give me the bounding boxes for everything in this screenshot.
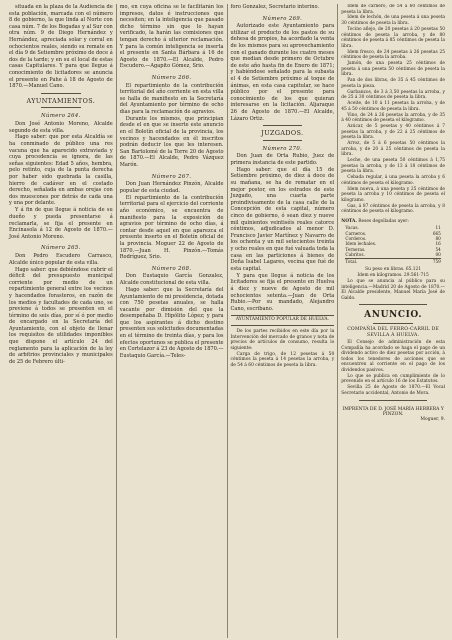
anuncio-paragraph: Lo que se publica en cumplimiento de lo prevenido en el artículo 16 de los Estatutos. — [341, 373, 445, 385]
notice-paragraph: El repartimiento de la contribución territorial para el ejercicio del corriente año económico, se encuentra de manifiesto para la exposición de agravios por término de ocho días, á contar desde aquel en que aparezca el presente inserto en el Boletín oficial de la provincia. Moguer 22 de Agosto de 1870.—Juan H. Pinzón.—Tomás Rodríguez, Srio. — [119, 194, 224, 261]
price-list — [341, 4, 445, 215]
price-line: Jamón, de una peseta 25 céntimos de peseta á una peseta 50 céntimos de peseta la libra. — [341, 61, 445, 78]
section-heading-ayuntamientos: AYUNTAMIENTOS. — [26, 96, 96, 105]
price-line: Vino, de 24 á 26 pesetas la arroba, y de 35 á 40 céntimos de peseta el kilogramo. — [341, 112, 445, 124]
price-line: Aceite, de 10 á 11 pesetas la arroba, y de 45 á 50 céntimos de peseta la libra. — [341, 101, 445, 112]
notice-paragraph: Hago saber: que debiéndose cubrir el déficit del presupuesto municipal corriente por medio de un repartimiento general entre los vecinos y hacendados forasteros, en razón de los medios y facultades de cada uno, se previene á todos se presenten en el término de seis días, por sí ó por medio de encargado en la Secretaría del Ayuntamiento, con el objeto de llenar los requisitos de utilidades imponibles que dispone el artículo 24 del reglamento para la aplicación de la ley de arbitrios provinciales y municipales de 25 de Febrero últi- — [9, 266, 113, 365]
anuncio-paragraph: El Consejo de administración de esta Compañía ha acordado se haga el pago de un dividendo activo de diez pesetas por acción, á todos los tenedores de acciones que se encuentren al corriente en el pago de los dividendos pasivos. — [341, 340, 445, 373]
column-4 — [337, 4, 448, 638]
price-line: Tocino añejo, de 20 pesetas á 20 pesetas 50 céntimos de peseta la arroba, y de 80 céntimos de peseta á 85 céntimos de peseta la libra. — [341, 26, 445, 49]
paragraph-continuation: mo, en cuya oficina se le facilitarán los impresos, datos é instrucciones que necesiten; en la inteligencia que pasado dicho término sin que lo hayan verificado, la harán las comisiones que tengan derecho á ulterior reclamación. Y para la común inteligencia se inserta el presente en Santa Bárbara á 16 de Agosto de 1870.—El Alcalde, Pedro Escudero.—Agapito Gómez, Srio. — [119, 4, 224, 70]
row-label: Idem lechales. — [345, 241, 377, 247]
notice-paragraph: Don Juan Hernández Pinzón, Alcalde popular de esta ciudad. — [119, 181, 224, 194]
anuncio-company: COMPAÑÍA DEL FERRO-CARRIL DE SEVILLA Á HUELVA. — [347, 327, 440, 338]
notice-paragraph: Hago saber: que el día 15 de Setiembre próximo, de diez á doce de su mañana, se ha de rematar en el mejor postor, en los estrados de este Juzgado, una cuarta parte proindivisamente de la casa calle de la Concepción de esta capital, número cinco de gobierno, ó sean diez y nueve mil quinientos veintiséis reales catorce céntimos, adjudicados al menor D. Francisco Javier Martínez y Navarro de los ochenta y un mil setecientos treinta y ocho reales en que fué valuada toda la casa en las particiones á bienes de Doña Isabel Lagares, vecina que fué de esta capital. — [230, 166, 335, 272]
row-value: 759 — [432, 258, 441, 264]
column-1 — [6, 4, 116, 638]
price-line: Arroz, de 5 á 6 pesetas 50 céntimos la arroba, y de 20 á 25 céntimos de peseta la libra. — [341, 141, 445, 158]
row-value: 11 — [435, 225, 441, 231]
market-paragraph: Carga de trigo, de 12 pesetas á 50 céntimos la peseta á 14 pesetas la arroba, y de 54 á 60 céntimos de peseta la libra. — [230, 351, 335, 368]
notice-paragraph: Y para que llegue á noticia de los licitadores se fija el presente en Huelva á diez y nueve de Agosto de mil ochocientos setenta.—Juan de Orta Rubio.—Por su mandado, Alejandro Cano, escribano. — [230, 272, 335, 312]
notice-paragraph: Don José Antonio Moreno, Alcalde segundo de esta villa. — [9, 120, 113, 134]
divider — [263, 140, 303, 141]
divider — [41, 93, 81, 94]
notice-number: Número 268. — [151, 265, 192, 272]
divider — [41, 107, 81, 108]
paragraph-continuation: foro Gonzalez, Secretario interino. — [230, 4, 320, 10]
row-value: 00 — [435, 252, 441, 258]
notice-paragraph: Don Juan de Orta Rubio, Juez de primera instancia de este partido. — [230, 153, 335, 166]
row-label: Corderos. — [345, 236, 367, 242]
notice-paragraph: El repartimiento de la contribución territorial del año corriente en esta villa se halla de manifiesto en la Secretaría del Ayuntamiento por término de ocho días para la reclamación de agravios. — [119, 82, 224, 115]
notice-paragraph: Don Eustaquio García Gonzalez, Alcalde constitucional de esta villa. — [119, 273, 224, 286]
slaughter-table — [345, 225, 440, 264]
nota-label: NOTA. — [341, 218, 357, 224]
notice-paragraph: Autorizado este Ayuntamiento para utilizar el producto de los pastos de su dehesa de propios, ha acordado la venta de los mismos para su aprovechamiento con el ganado durante los cuatro meses que median desde primero de Octubre de este año hasta fin de Enero de 1871; y habiéndose señalado para la subasta el 4 de Setiembre próximo al toque de ánimas, en esta casa capitular, se hace público por el presente para conocimiento de los que quieran interesarse en la licitación. Aljaraque 26 de Agosto de 1870.—El Alcalde, Lázaro Ortiz. — [230, 23, 335, 122]
notice-paragraph: Y á fin de que llegue á noticia de su dueño y pueda presentarse á reclamarla, se fija el presente en Encinasola á 12 de Agosto de 1870.—José Antonio Moreno. — [9, 207, 113, 240]
row-value: 665 — [432, 230, 441, 236]
column-3 — [227, 4, 338, 638]
price-line: Idem de lechón, de una peseta á una peseta 30 céntimos de peseta la libra. — [341, 15, 445, 27]
row-label: Vacas. — [345, 225, 359, 231]
row-value: 16 — [435, 241, 441, 247]
notice-paragraph: Hago saber: que por esta Alcaldía se ha conminado de público una res vacuna que ha aparecido extraviada y cuya procedencia se ignora, de las señas siguientes: Edad 5 años, hembra, pelo retinto, cuja de la punta derecha por haber sido quebrada la casilla, hierro de cadáver en el costado derecho, señalada en ambas orejas con dos muescones por detrás de cada una y una por delante. — [9, 134, 113, 207]
price-line: Idem de carnero, de 54 á 60 céntimos de peseta la libra. — [341, 4, 445, 15]
notice-paragraph: Hago saber: que la Secretaría del Ayuntamiento de mi presidencia, dotada con 750 pesetas anuales, se halla vacante por dimisión del que la desempeñaba D. Hipólito López; y para que los aspirantes á dicho destino presenten sus solicitudes documentadas en el término de treinta días, y para los efectos oportunos se publica el presente en Cortelazor á 23 de Agosto de 1870.—Eustaquio García.—Teles- — [119, 286, 224, 359]
table-row — [345, 258, 440, 264]
anuncio-heading: ANUNCIO. — [364, 310, 423, 321]
printer-place: Moguer, 9. — [420, 417, 445, 423]
column-2 — [116, 4, 227, 638]
row-label: Total. — [345, 258, 358, 264]
row-value: 54 — [435, 246, 441, 252]
market-heading: AYUNTAMIENTO POPULAR DE HUELVA. — [231, 315, 335, 326]
divider — [263, 125, 303, 126]
paragraph-continuation: situada en la plaza de la Audiencia de esta población, marcada con el número 8 de gobierno, la que linda al Norte con casa núm. 7 de los Bogadas y al Sur con otra núm. 9 de Diego Hernández y Hernández, apreciada solar y corral en ochocientos reales, siendo su remate en el día 9 de Setiembre próximo de doce á dos de la tarde; y en su el local de estas casas Capitulares. Y para que llegue á conocimiento de licitadores se anuncia el presente en Pahe á 18 de Agosto de 1870.—Manuel Cano. — [9, 4, 113, 90]
notice-paragraph: Durante los mismos, que principian desde el en que se inserte este anuncio en el Boletín oficial de la provincia, los vecinos y hacendados en él inscritos podrán deducir los que les interesen. San Bartolomé de la Torre 20 de Agosto de 1870.—El Alcalde, Pedro Vázquez Marón. — [119, 115, 224, 169]
nota-text: Reses degolladas ayer: — [358, 218, 409, 224]
divider — [359, 400, 427, 401]
closing-paragraph: Lo que se anuncia al público para su inteligencia.—Madrid 20 de Agosto de 1870.—El Alcalde presidente, Manuel María José de Galdo. — [341, 278, 445, 301]
price-line: Pan de dos libras, de 35 á 45 céntimos de peseta la pieza. — [341, 78, 445, 89]
notice-number: Número 266. — [151, 74, 192, 81]
notice-number: Número 270. — [262, 145, 303, 152]
market-paragraph: De los partes recibidos en este día por la Intervención del mercado de granos y nota de precios de artículos de consumo, resulta lo siguiente: — [230, 328, 335, 351]
section-heading-juzgados: JUZGADOS. — [261, 129, 304, 138]
divider — [373, 323, 413, 324]
price-line: Leche, de una peseta 50 céntimos á 1,75 pesetas la arroba, y de 13 á 18 céntimos de peseta la libra. — [341, 158, 445, 175]
price-line: Idem nueva, á una peseta y 25 céntimos de peseta la arroba y 10 céntimos de peseta el kilogramo. — [341, 186, 445, 203]
row-label: Cabritos. — [345, 252, 365, 258]
nota-line — [341, 219, 445, 225]
notice-number: Número 267. — [151, 173, 192, 180]
divider — [359, 304, 427, 305]
notice-number: Número 269. — [262, 15, 303, 22]
price-line: Gas, á 87 céntimos de peseta la arroba, y 8 céntimos de peseta el kilogramo. — [341, 203, 445, 215]
anuncio-paragraph: Sevilla 25 de Agosto de 1870.—El Vocal Secretario accidental, Antonio de Mora. — [341, 385, 445, 396]
row-label: Carneros. — [345, 230, 367, 236]
notice-number: Número 264. — [40, 113, 81, 120]
price-line: Cebada regular, á una peseta la arroba y 6 céntimos de peseta el kilogramo. — [341, 175, 445, 186]
row-label: Terneras. — [345, 246, 366, 252]
notice-number: Número 265. — [40, 245, 81, 252]
weight-pounds: Su peso en libras. 65.121 — [365, 267, 422, 273]
notice-paragraph: Don Pedro Escudero Carrasco, Alcalde único popular de esta villa. — [9, 252, 113, 266]
price-line: Garbanzos, de 3 á 3,50 pesetas la arroba, y de 25 á 30 céntimos de peseta la libra. — [341, 89, 445, 101]
row-value: 80 — [435, 236, 441, 242]
printer-line: IMPRENTA DE D. JOSÉ MARÍA HERRERA Y PINZON. — [342, 406, 444, 417]
weight-kilograms: Idem en kilogramos. 29.561·715 — [357, 273, 429, 279]
price-line: Idem fresco, de 24 pesetas á 26 pesetas 25 céntimos de peseta la arroba. — [341, 49, 445, 61]
price-line: Azúcar, de 5 pesetas y 40 céntimos á 7 pesetas la arroba, y de 22 á 25 céntimos de peseta la libra. — [341, 124, 445, 141]
